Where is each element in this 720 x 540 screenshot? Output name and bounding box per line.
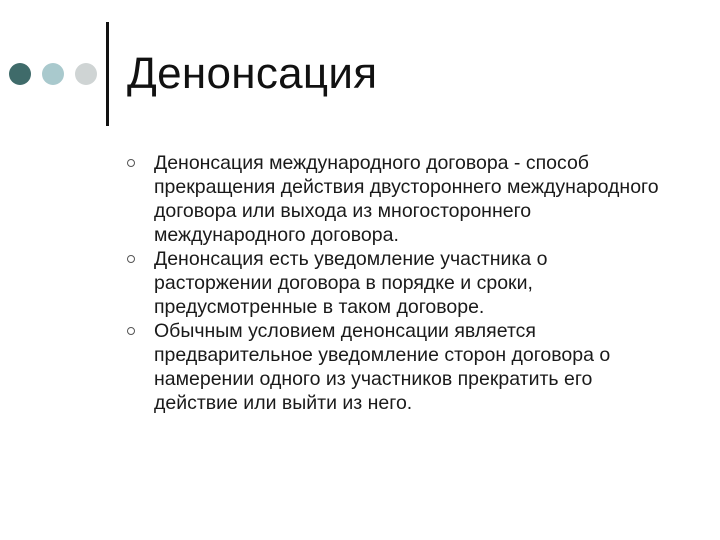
bullet-item	[126, 247, 666, 319]
bullet-item	[126, 151, 666, 247]
ring-bullet-icon	[127, 327, 135, 335]
bullet-list	[126, 151, 666, 415]
light-blue-dot	[42, 63, 64, 85]
decorative-dots	[9, 63, 99, 85]
ring-bullet-icon	[127, 159, 135, 167]
ring-bullet-icon	[127, 255, 135, 263]
bullet-item	[126, 319, 666, 415]
bullet-text: Обычным условием денонсации является предварительное уведомление сторон договора о намерении одного из участников прекратить его действие или выйти из него.	[154, 320, 611, 414]
light-gray-dot	[75, 63, 97, 85]
title-divider	[106, 22, 109, 126]
bullet-text: Денонсация международного договора - способ прекращения действия двустороннего международного договора или выхода из многостороннего международного договора.	[154, 152, 659, 246]
dark-teal-dot	[9, 63, 31, 85]
slide-title: Денонсация	[127, 49, 378, 98]
bullet-text: Денонсация есть уведомление участника о расторжении договора в порядке и сроки, предусмотренные в таком договоре.	[154, 248, 548, 318]
